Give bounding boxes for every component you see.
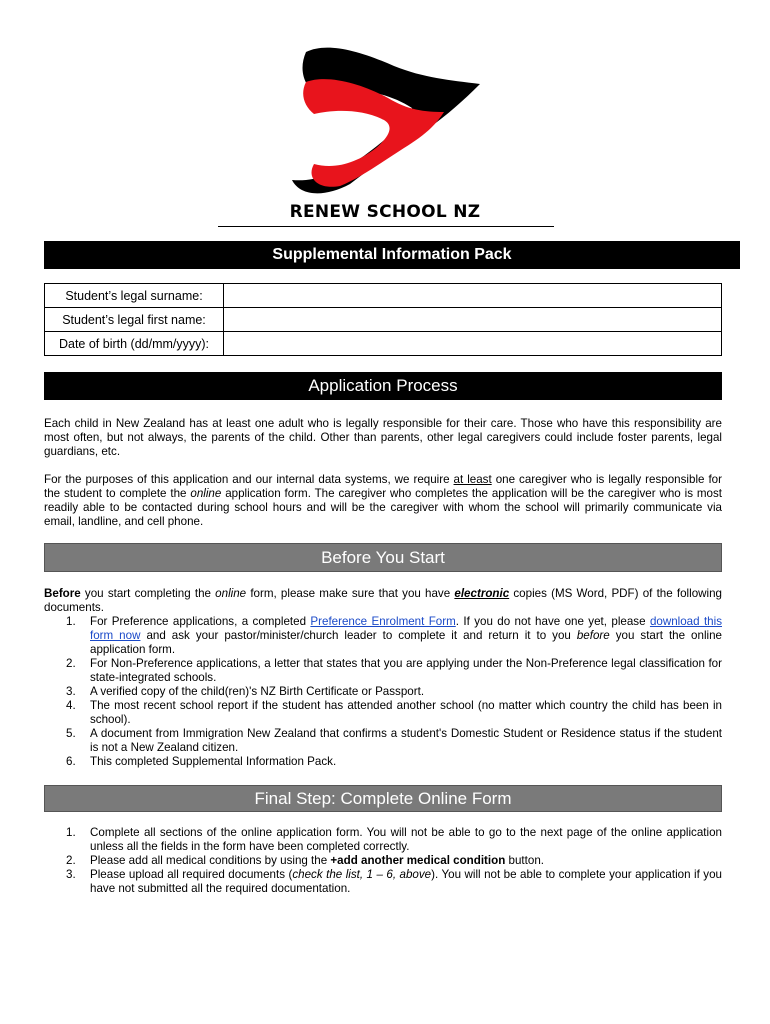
first-name-label: Student’s legal first name: bbox=[45, 308, 224, 332]
list-text: This completed Supplemental Information Pack. bbox=[90, 755, 337, 768]
text-span: button. bbox=[505, 854, 544, 867]
brand-name: RENEW SCHOOL NZ bbox=[289, 202, 481, 222]
application-paragraph-2 bbox=[44, 473, 722, 529]
dob-label: Date of birth (dd/mm/yyyy): bbox=[45, 332, 224, 356]
emphasis-before: before bbox=[576, 629, 610, 642]
text-span: you start completing the bbox=[80, 587, 216, 600]
text-span: copies (MS Word, PDF) of the following documents. bbox=[44, 587, 722, 614]
list-item bbox=[44, 615, 722, 657]
download-form-link[interactable]: download this form now bbox=[90, 615, 722, 642]
text-span: Please upload all required documents ( bbox=[90, 868, 293, 881]
list-item bbox=[44, 826, 722, 854]
list-text: For Non-Preference applications, a letter that states that you are applying under the Non-Preference legal classification for state-integrated schools. bbox=[90, 657, 722, 684]
before-you-start-heading: Before You Start bbox=[44, 543, 722, 572]
emphasis-electronic: electronic bbox=[454, 587, 510, 600]
text-span: For the purposes of this application and our internal data systems, we require bbox=[44, 473, 454, 486]
renew-school-logo bbox=[284, 38, 494, 218]
list-number: 5. bbox=[66, 727, 76, 740]
application-process-heading: Application Process bbox=[44, 372, 722, 400]
text-span: one caregiver who is legally responsible for the student to complete the bbox=[44, 473, 722, 500]
list-number: 3. bbox=[66, 685, 76, 698]
dob-field[interactable] bbox=[224, 332, 722, 356]
list-number: 3. bbox=[66, 868, 76, 881]
application-paragraph-1: Each child in New Zealand has at least one adult who is legally responsible for their care. Those who have this responsibility are most often, but not always, the parents of the child. Other than parents, other legal caregivers could include foster parents, legal guardians, etc. bbox=[44, 417, 722, 458]
list-number: 1. bbox=[66, 615, 76, 628]
text-span: Please add all medical conditions by using the bbox=[90, 854, 331, 867]
check-list-note: check the list, 1 – 6, above bbox=[292, 868, 432, 881]
table-row bbox=[45, 332, 722, 356]
documents-list bbox=[44, 615, 722, 769]
list-text: A verified copy of the child(ren)'s NZ Birth Certificate or Passport. bbox=[90, 685, 425, 698]
list-text: A document from Immigration New Zealand that confirms a student's Domestic Student or Residence status if the student is not a New Zealand citizen. bbox=[90, 727, 722, 754]
text-span: . If you do not have one yet, please bbox=[455, 615, 650, 628]
text-span: and ask your pastor/minister/church leader to complete it and return it to you bbox=[140, 629, 577, 642]
text-span: ). You will not be able to complete your application if you have not submitted all the required documentation. bbox=[90, 868, 722, 895]
list-item bbox=[44, 699, 722, 727]
form-title-bar: Supplemental Information Pack bbox=[44, 241, 740, 269]
list-text: Complete all sections of the online application form. You will not be able to go to the next page of the online application unless all the fields in the form have been completed correctly. bbox=[90, 826, 722, 853]
emphasis-online: online bbox=[215, 587, 247, 600]
list-number: 4. bbox=[66, 699, 76, 712]
table-row bbox=[45, 308, 722, 332]
text-span: form, please make sure that you have bbox=[246, 587, 455, 600]
list-item bbox=[44, 868, 722, 896]
list-number: 2. bbox=[66, 657, 76, 670]
list-number: 2. bbox=[66, 854, 76, 867]
table-row bbox=[45, 284, 722, 308]
list-item bbox=[44, 727, 722, 755]
add-medical-condition-label: +add another medical condition bbox=[330, 854, 506, 867]
preference-enrolment-form-link[interactable]: Preference Enrolment Form bbox=[310, 615, 456, 628]
list-item bbox=[44, 854, 722, 868]
student-info-table bbox=[44, 283, 722, 356]
before-intro bbox=[44, 587, 722, 615]
list-item bbox=[44, 685, 722, 699]
emphasis-before: Before bbox=[44, 587, 81, 600]
brand-divider bbox=[218, 226, 554, 227]
list-item bbox=[44, 755, 722, 769]
surname-label: Student’s legal surname: bbox=[45, 284, 224, 308]
final-step-heading: Final Step: Complete Online Form bbox=[44, 785, 722, 812]
text-span: you start the online application form. bbox=[90, 629, 723, 656]
list-item bbox=[44, 657, 722, 685]
list-number: 6. bbox=[66, 755, 76, 768]
emphasis-at-least: at least bbox=[453, 473, 492, 486]
emphasis-online: online bbox=[190, 487, 222, 500]
text-span: For Preference applications, a completed bbox=[90, 615, 311, 628]
text-span: application form. The caregiver who completes the application will be the caregiver who is most readily able to be contacted during school hours and will be the caregiver with whom the school will primarily communicate via email, landline, and cell phone. bbox=[44, 487, 722, 528]
surname-field[interactable] bbox=[224, 284, 722, 308]
list-number: 1. bbox=[66, 826, 76, 839]
list-text: The most recent school report if the student has attended another school (no matter which country the child has been in school). bbox=[90, 699, 722, 726]
final-steps-list bbox=[44, 826, 722, 896]
first-name-field[interactable] bbox=[224, 308, 722, 332]
